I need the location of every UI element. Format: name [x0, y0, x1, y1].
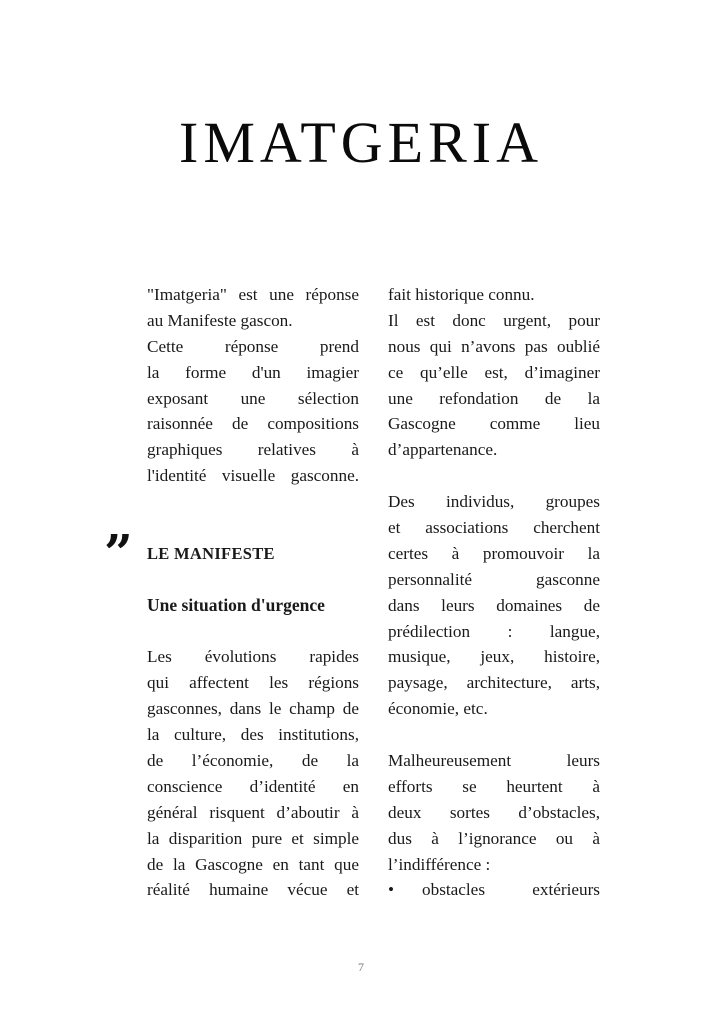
text-line: Il est donc urgent, pour — [388, 310, 600, 330]
text-line: Les évolutions rapides — [147, 647, 359, 667]
text-line: de l’économie, de la — [147, 751, 359, 771]
text-line: ce qu’elle est, d’imaginer — [388, 362, 600, 382]
text-line: fait historique connu. — [388, 285, 535, 304]
text-line: la culture, des institutions, — [147, 725, 359, 745]
text-line: exposant une sélection — [147, 388, 359, 408]
text-line: au Manifeste gascon. — [147, 310, 293, 330]
text-line: personnalité gasconne — [388, 569, 600, 589]
right-column — [388, 282, 600, 903]
text-line: de la Gascogne en tant que — [147, 854, 359, 874]
text-line: la disparition pure et simple — [147, 828, 359, 848]
text-line: réalité humaine vécue et — [147, 880, 359, 900]
text-line: d’appartenance. — [388, 440, 498, 460]
page-number: 7 — [358, 960, 364, 974]
text-line: l’indifférence : — [388, 854, 491, 874]
text-line: Des individus, groupes — [388, 492, 600, 512]
text-line: qui affectent les régions — [147, 673, 359, 693]
text-line: une refondation de la — [388, 388, 600, 408]
text-line: l'identité visuelle gasconne. — [147, 466, 359, 486]
text-line: général risquent d’aboutir à — [147, 802, 359, 822]
text-line: "Imatgeria" est une réponse — [147, 285, 359, 304]
text-line: prédilection : langue, — [388, 621, 600, 641]
text-line: certes à promouvoir la — [388, 543, 600, 563]
bullet-icon: • — [388, 880, 395, 900]
text-line: dans leurs domaines de — [388, 595, 600, 615]
text-line: gasconnes, dans le champ de — [147, 699, 359, 719]
text-line: conscience d’identité en — [147, 776, 359, 796]
text-line: la forme d'un imagier — [147, 362, 359, 382]
subheading: Une situation d'urgence — [147, 594, 325, 615]
text-line: Cette réponse prend — [147, 336, 359, 356]
text-line: économie, etc. — [388, 699, 488, 719]
text-line: musique, jeux, histoire, — [388, 647, 600, 667]
text-line: Gascogne comme lieu — [388, 414, 600, 434]
left-column — [147, 282, 359, 903]
text-line: et associations cherchent — [388, 518, 600, 538]
text-line: dus à l’ignorance ou à — [388, 828, 600, 848]
text-line: efforts se heurtent à — [388, 776, 600, 796]
text-line: deux sortes d’obstacles, — [388, 802, 600, 822]
section-heading: LE MANIFESTE — [147, 543, 275, 563]
quote-mark-icon: ” — [104, 523, 130, 582]
page-title: IMATGERIA — [179, 110, 543, 175]
text-line: Malheureusement leurs — [388, 751, 600, 771]
bullet-line — [388, 877, 600, 903]
text-line: graphiques relatives à — [147, 440, 359, 460]
text-line: nous qui n’avons pas oublié — [388, 336, 600, 356]
text-line: raisonnée de compositions — [147, 414, 359, 434]
text-line: paysage, architecture, arts, — [388, 673, 600, 693]
bullet-text: obstacles extérieurs — [422, 880, 600, 900]
